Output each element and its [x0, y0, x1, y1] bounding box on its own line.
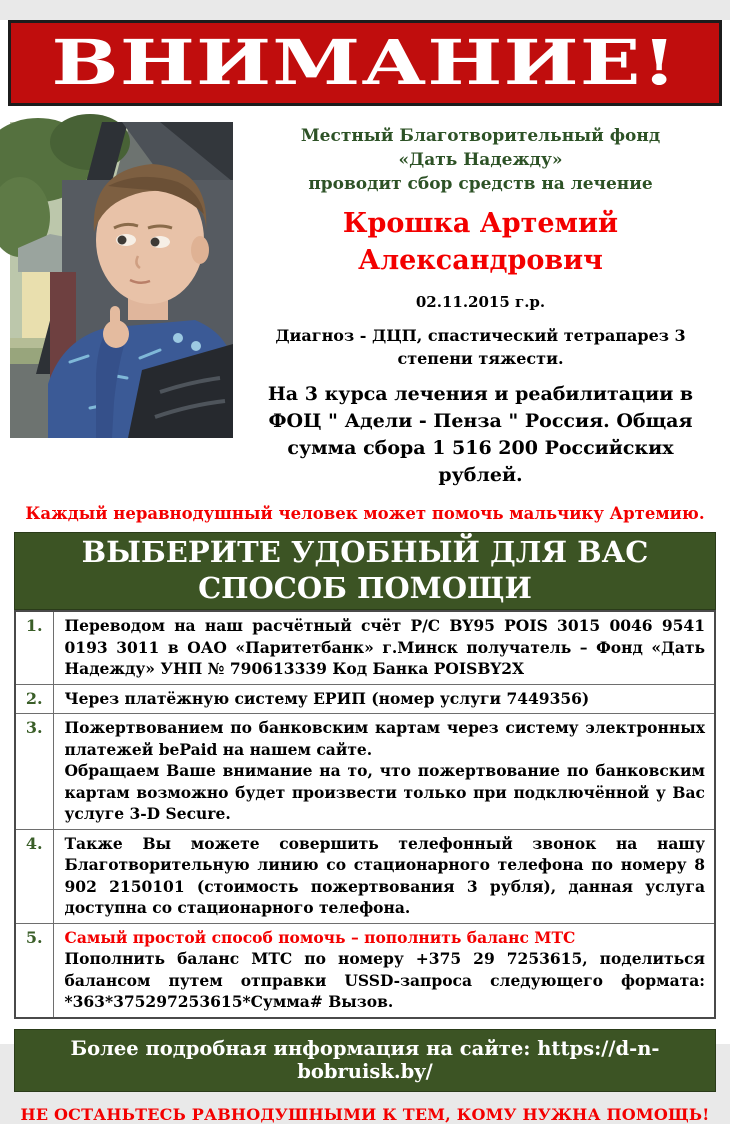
method-row-2	[15, 684, 715, 714]
method-row-3	[15, 714, 715, 830]
child-name-line1: Крошка Артемий	[342, 208, 619, 239]
fund-name-line1: Местный Благотворительный фонд	[300, 126, 661, 146]
method-number: 2.	[15, 684, 53, 714]
method-number: 1.	[15, 611, 53, 684]
child-photo	[10, 122, 233, 438]
method-text-body: Пополнить баланс МТС по номеру +375 29 7253615, поделиться балансом путем отправки USSD-запроса следующего формата: *363*375297253615*Сумма# Вызов.	[64, 949, 705, 1011]
method-text: Через платёжную систему ЕРИП (номер услуги 7449356)	[53, 684, 715, 714]
fundraising-summary: На 3 курса лечения и реабилитации в ФОЦ " Адели - Пенза " Россия. Общая сумма сбора 1 516 200 Российских рублей.	[267, 383, 694, 486]
appeal-line: Каждый неравнодушный человек может помочь мальчику Артемию.	[25, 504, 705, 523]
method-text: Переводом на наш расчётный счёт Р/С BY95 POIS 3015 0046 9541 0193 3011 в ОАО «Паритетбанк» г.Минск получатель – Фонд «Дать Надежду» УНП № 790613339 Код Банка POISBY2X	[53, 611, 715, 684]
method-text: Также Вы можете совершить телефонный звонок на нашу Благотворительную линию со стационарного телефона по номеру 8 902 2150101 (стоимость пожертвования 3 рубля), данная услуга доступна со стационарного телефона.	[53, 829, 715, 923]
methods-table	[14, 610, 716, 1019]
attention-title: ВНИМАНИЕ!	[51, 26, 679, 99]
methods-header: ВЫБЕРИТЕ УДОБНЫЙ ДЛЯ ВАС СПОСОБ ПОМОЩИ	[14, 532, 716, 610]
diagnosis-text: Диагноз - ДЦП, спастический тетрапарез 3 степени тяжести.	[275, 326, 686, 368]
fund-purpose: проводит сбор средств на лечение	[308, 174, 653, 194]
website-banner: Более подробная информация на сайте: https://d-n-bobruisk.by/	[14, 1029, 716, 1092]
child-photo-illustration	[10, 122, 233, 438]
method-row-1	[15, 611, 715, 684]
method-text	[53, 923, 715, 1018]
intro-section	[8, 122, 722, 489]
intro-text	[239, 122, 722, 489]
method-text	[53, 714, 715, 830]
attention-banner	[8, 20, 722, 106]
method-number: 5.	[15, 923, 53, 1018]
method-number: 4.	[15, 829, 53, 923]
method-row-5	[15, 923, 715, 1018]
birth-date: 02.11.2015 г.р.	[415, 293, 546, 311]
method-number: 3.	[15, 714, 53, 830]
method-highlight: Самый простой способ помочь – пополнить баланс МТС	[64, 927, 576, 947]
method-text-part2: Обращаем Ваше внимание на то, что пожертвование по банковским картам возможно будет произвести только при подключённой у Вас услуге 3-D Secure.	[64, 761, 705, 823]
fund-name-line2: «Дать Надежду»	[398, 150, 563, 170]
method-row-4	[15, 829, 715, 923]
charity-flyer	[0, 20, 730, 1124]
child-name-line2: Александрович	[358, 245, 603, 276]
method-text-part1: Пожертвованием по банковским картам через систему электронных платежей bePaid на нашем сайте.	[64, 718, 705, 759]
closing-appeal: НЕ ОСТАНЬТЕСЬ РАВНОДУШНЫМИ К ТЕМ, КОМУ НУЖНА ПОМОЩЬ!	[20, 1104, 710, 1124]
